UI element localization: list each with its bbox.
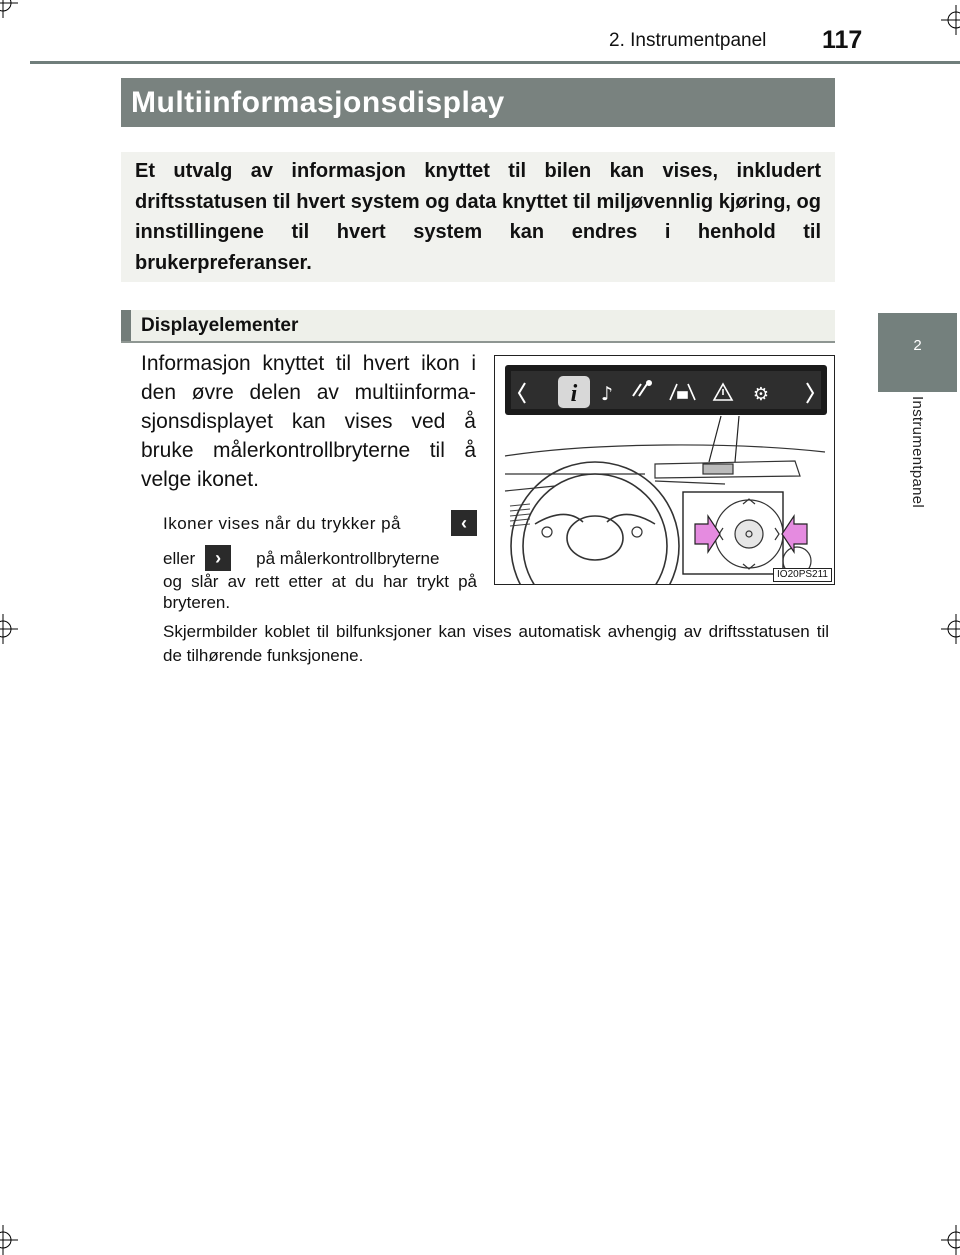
chevron-left-icon: ‹ <box>451 510 477 536</box>
note-icons <box>163 510 477 571</box>
info-icon: i <box>570 381 578 407</box>
crop-mark-mid-left <box>0 614 18 644</box>
page-number: 117 <box>822 26 863 54</box>
section-heading <box>121 310 835 343</box>
dashboard-illustration <box>494 355 835 585</box>
crop-mark-top-left <box>0 0 18 18</box>
steering-wheel <box>511 462 679 585</box>
music-note-icon: ♪ <box>600 383 614 405</box>
section-heading-bar <box>121 310 131 341</box>
chevron-right-icon: › <box>205 545 231 571</box>
note-icons-part1: Ikoner vises når du trykker på <box>163 513 401 533</box>
note-icons-part2: eller <box>163 548 196 568</box>
crop-mark-top-right <box>941 5 960 35</box>
display-screen <box>511 371 821 409</box>
note-icons-part3-first: på målerkontrollbryterne <box>256 548 440 568</box>
chapter-tab-number: 2 <box>878 313 957 392</box>
note-automatic-screens: Skjermbilder koblet til bilfunksjoner kan vises automatisk avhengig av driftsstatusen til de tilhørende funksjonene. <box>163 622 829 665</box>
intro-text: Et utvalg av informasjon knyttet til bilen kan vises, inkludert driftsstatusen til hvert system og data knyttet til miljøvennlig kjøring, og innstillingene til hvert system kan endres i henhold til brukerpreferanser. <box>135 160 821 274</box>
steering-switch-right <box>632 527 642 537</box>
meter-control-ok-button <box>735 520 763 548</box>
page-title: Multiinformasjonsdisplay <box>121 78 835 127</box>
dashboard-svg <box>495 356 835 585</box>
chapter-tab-label-text: Instrumentpanel <box>909 396 926 509</box>
note-icons-continued <box>163 571 477 613</box>
crop-mark-bottom-left <box>0 1225 18 1255</box>
section-heading-label: Displayelementer <box>141 315 299 336</box>
chapter-tab-label <box>878 396 957 546</box>
dashboard-outline <box>505 445 825 491</box>
callout-line-right <box>735 416 739 462</box>
steering-switch-left <box>542 527 552 537</box>
press-right-arrow-icon <box>782 516 807 552</box>
section-body-text: Informasjon knyttet til hvert ikon i den øvre delen av multiinforma-sjonsdisplayet kan vises ved å bruke målerkontrollbryterne til å velge ikonet. <box>141 352 476 491</box>
section-body <box>141 349 476 494</box>
note-icons-part3-rest: og slår av rett etter at du har trykt på bryteren. <box>163 572 477 612</box>
header-rule <box>30 61 960 64</box>
crop-mark-mid-right <box>941 614 960 644</box>
figure-code: IO20PS211 <box>773 568 832 582</box>
settings-gear-icon: ⚙ <box>752 384 770 405</box>
callout-line-left <box>709 416 721 462</box>
crop-mark-bottom-right <box>941 1225 960 1255</box>
intro-box <box>121 152 835 282</box>
running-header-section: 2. Instrumentpanel <box>609 30 767 51</box>
